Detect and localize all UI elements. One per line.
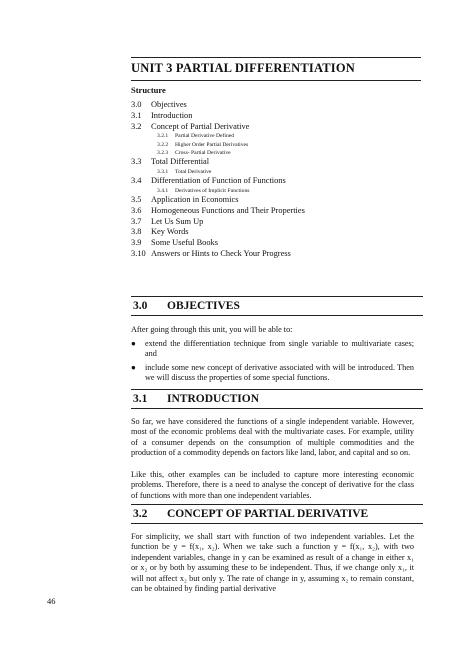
toc-item: [131, 141, 431, 149]
section-title: CONCEPT OF PARTIAL DERIVATIVE: [167, 508, 369, 520]
section-title: INTRODUCTION: [167, 393, 260, 405]
section-heading-objectives: [131, 296, 423, 316]
top-rule: [131, 57, 421, 58]
toc-item-label: Differentiation of Function of Functions: [151, 176, 286, 185]
objectives-list: [131, 339, 414, 387]
toc-item-label: Key Words: [151, 227, 189, 237]
objectives-intro: After going through this unit, you will be able to:: [131, 325, 293, 334]
toc-item-number: 3.2.3: [157, 149, 169, 156]
toc-item-label: Concept of Partial Derivative: [151, 121, 250, 131]
section-heading-concept: [131, 504, 423, 524]
toc-item-number: 3.8: [131, 227, 142, 237]
toc-item: [131, 238, 431, 249]
list-item: ● include some new concept of derivative associated with will be introduced. Then we will discuss the properties of some special functions.: [131, 362, 414, 383]
toc-item: [131, 122, 431, 133]
structure-heading: Structure: [131, 85, 166, 95]
toc-item-number: 3.7: [131, 216, 142, 226]
section-number: 3.2: [133, 508, 148, 520]
toc-item-label: Homogeneous Functions and Their Properties: [151, 205, 305, 215]
toc-item-number: 3.3.1: [157, 168, 169, 175]
unit-title: UNIT 3 PARTIAL DIFFERENTIATION: [131, 61, 355, 75]
toc-item-label: Higher Order Partial Derivatives: [175, 141, 249, 148]
toc-item: [131, 168, 431, 176]
toc-item: [131, 187, 431, 195]
toc-item-number: 3.2: [131, 121, 142, 131]
toc-item-number: 3.4: [131, 176, 142, 185]
toc-item-number: 3.6: [131, 205, 142, 215]
bullet-icon: ●: [131, 339, 136, 348]
bullet-icon: ●: [131, 362, 136, 372]
toc-item-label: Cross- Partial Derivative: [175, 149, 231, 156]
toc-item-label: Let Us Sum Up: [151, 216, 204, 226]
toc-item: [131, 206, 431, 217]
toc-item: [131, 227, 431, 238]
section-number: 3.0: [133, 300, 148, 312]
toc-item-label: Partial Derivative Defined: [175, 133, 235, 140]
toc-item-number: 3.5: [131, 195, 142, 204]
toc-item-label: Answers or Hints to Check Your Progress: [151, 248, 291, 258]
title-rule: [131, 80, 421, 81]
toc-item: [131, 100, 431, 111]
toc-item-label: Total Differential: [151, 157, 210, 166]
toc-item-label: Objectives: [151, 100, 187, 109]
concept-paragraph: For simplicity, we shall start with function of two independent variables. Let the function be y = f(x₁, x₂). When we take such a function y = f(x₁, x₂), with two independent variables, change in y can be examined as result of a change in either x₁ or x₂ or by both by assuming these to be independent. Thus, if we change only x₁, it will not affect x₂ but only y. The rate of change in y, assuming x₂ to remain constant, can be obtained by finding partial derivative: [131, 532, 414, 594]
toc-item: [131, 157, 431, 168]
toc-item-number: 3.4.1: [157, 187, 169, 194]
toc-item: [131, 111, 431, 122]
toc-item-label: Some Useful Books: [151, 238, 218, 248]
toc-item-label: Introduction: [151, 110, 193, 120]
toc-item-label: Derivatives of Implicit Functions: [175, 187, 250, 194]
toc-item: [131, 217, 431, 228]
toc-item: [131, 132, 431, 140]
toc-item: [131, 149, 431, 157]
section-number: 3.1: [133, 393, 148, 405]
toc-item-number: 3.3: [131, 157, 142, 166]
toc-item-number: 3.1: [131, 110, 142, 120]
introduction-paragraph-1: So far, we have considered the functions of a single independent variable. However, most of the economic problems deal with the multivariate cases. For example, utility of a consumer depends on the consumption of multiple commodities and the production of a commodity depends on factors like land, labor, and capital and so on.: [131, 417, 414, 458]
toc-item-number: 3.9: [131, 238, 142, 248]
section-heading-introduction: [131, 389, 423, 409]
toc-item-number: 3.10: [131, 248, 146, 258]
toc-item: [131, 249, 431, 260]
page-number: 46: [47, 596, 56, 606]
table-of-contents: [131, 100, 431, 260]
toc-item: [131, 176, 431, 187]
section-title: OBJECTIVES: [167, 300, 240, 312]
toc-item-number: 3.2.2: [157, 141, 169, 148]
list-item: ● extend the differentiation technique from single variable to multivariate cases; and: [131, 339, 414, 359]
toc-item-number: 3.2.1: [157, 133, 169, 140]
introduction-paragraph-2: Like this, other examples can be included to capture more interesting economic problems. Therefore, there is a need to analyse the concept of derivative for the class of functions with more than one independent variables.: [131, 470, 414, 500]
toc-item: [131, 195, 431, 206]
toc-item-label: Total Derivative: [175, 168, 212, 175]
toc-item-label: Application in Economics: [151, 195, 239, 204]
toc-item-number: 3.0: [131, 100, 142, 109]
